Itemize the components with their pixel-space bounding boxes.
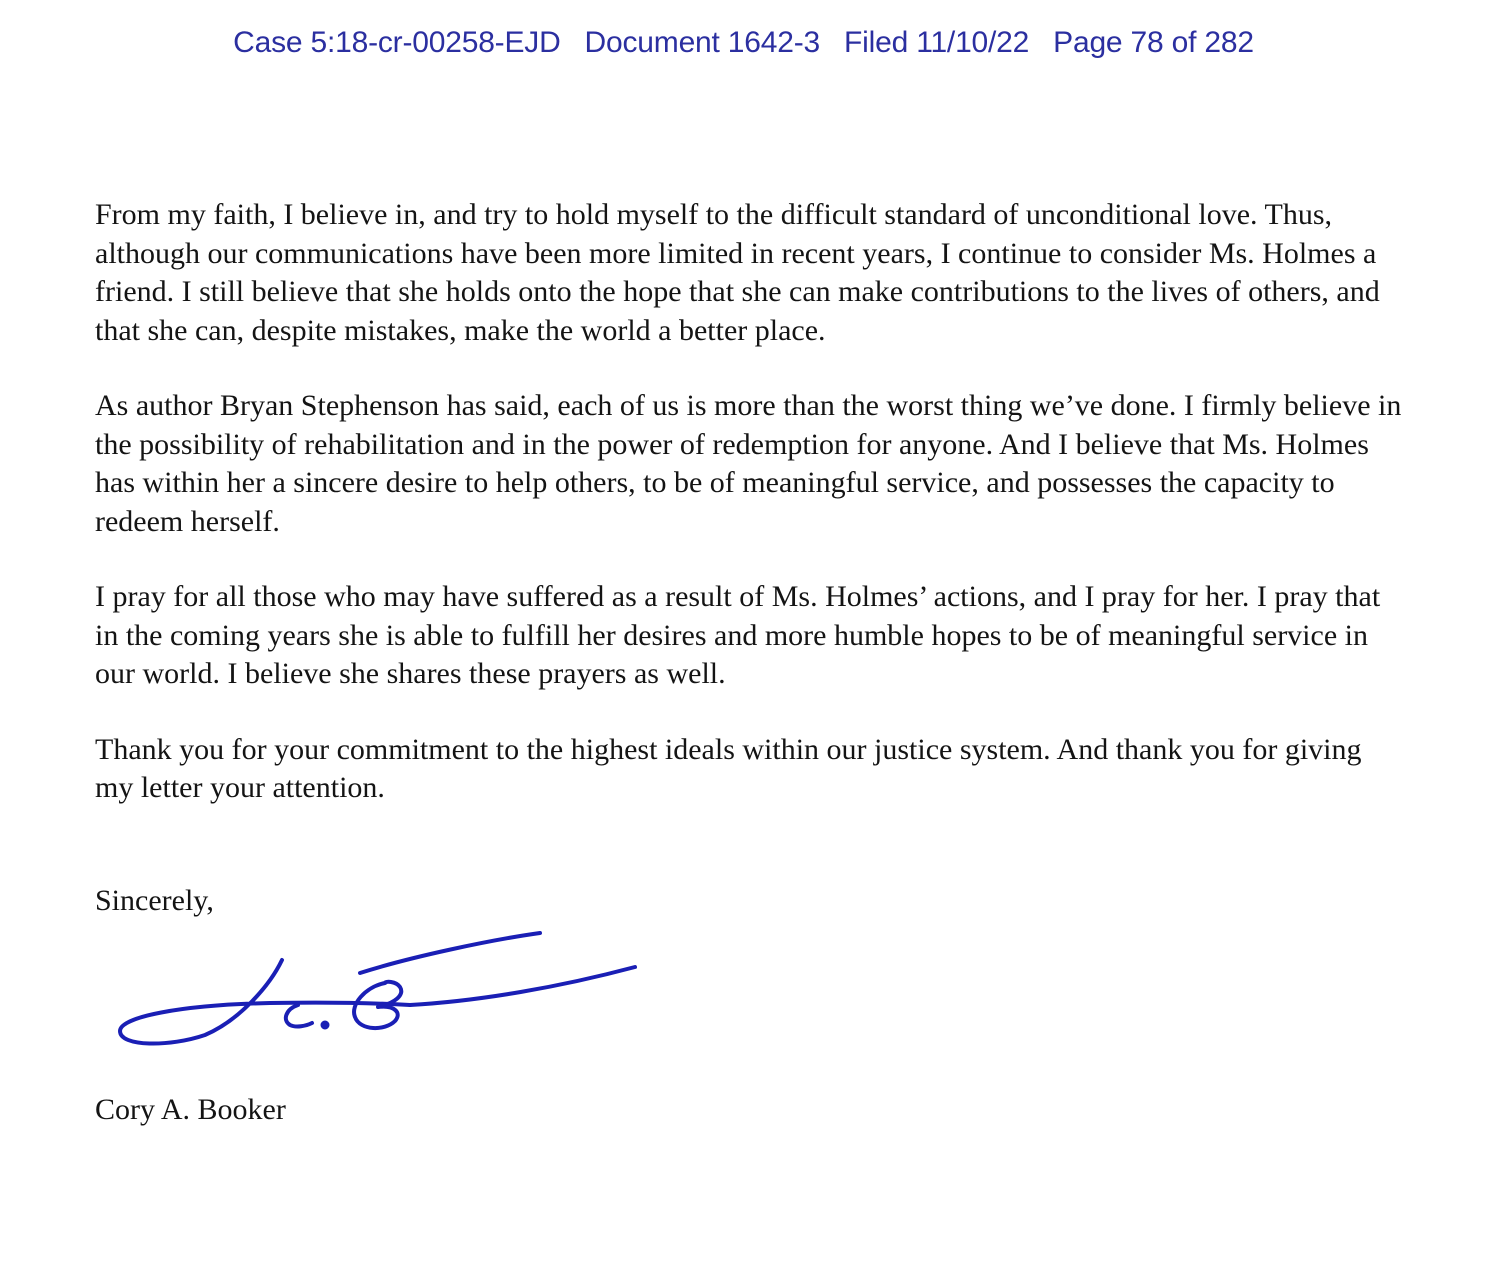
letter-paragraph-4: Thank you for your commitment to the highest ideals within our justice system. And thank you for giving my letter your attention. — [95, 732, 1362, 804]
closing: Sincerely, — [95, 884, 214, 917]
case-number: Case 5:18-cr-00258-EJD — [233, 26, 561, 59]
document-header — [0, 26, 1487, 60]
filed-date: Filed 11/10/22 — [844, 26, 1030, 59]
letter-paragraph-1: From my faith, I believe in, and try to hold myself to the difficult standard of unconditional love. Thus, although our communications have been more limited in recent years, I continue to consider Ms. Holmes a friend. I still believe that she holds onto the hope that she can make contributions to the lives of others, and that she can, despite mistakes, make the world a better place. — [95, 198, 1380, 347]
letter-paragraph-3: I pray for all those who may have suffered as a result of Ms. Holmes’ actions, and I pray for her. I pray that in the coming years she is able to fulfill her desires and more humble hopes to be of meaningful service in our world. I believe she shares these prayers as well. — [95, 580, 1381, 690]
letter-body — [95, 196, 1405, 845]
signature-icon — [110, 925, 650, 1055]
signer-name: Cory A. Booker — [95, 1093, 286, 1126]
letter-paragraph-2: As author Bryan Stephenson has said, each of us is more than the worst thing we’ve done. I firmly believe in the possibility of rehabilitation and in the power of redemption for anyone. And I believe that Ms. Holmes has within her a sincere desire to help others, to be of meaningful service, and possesses the capacity to redeem herself. — [95, 389, 1402, 538]
document-number: Document 1642-3 — [584, 26, 821, 59]
page-number: Page 78 of 282 — [1053, 26, 1254, 59]
